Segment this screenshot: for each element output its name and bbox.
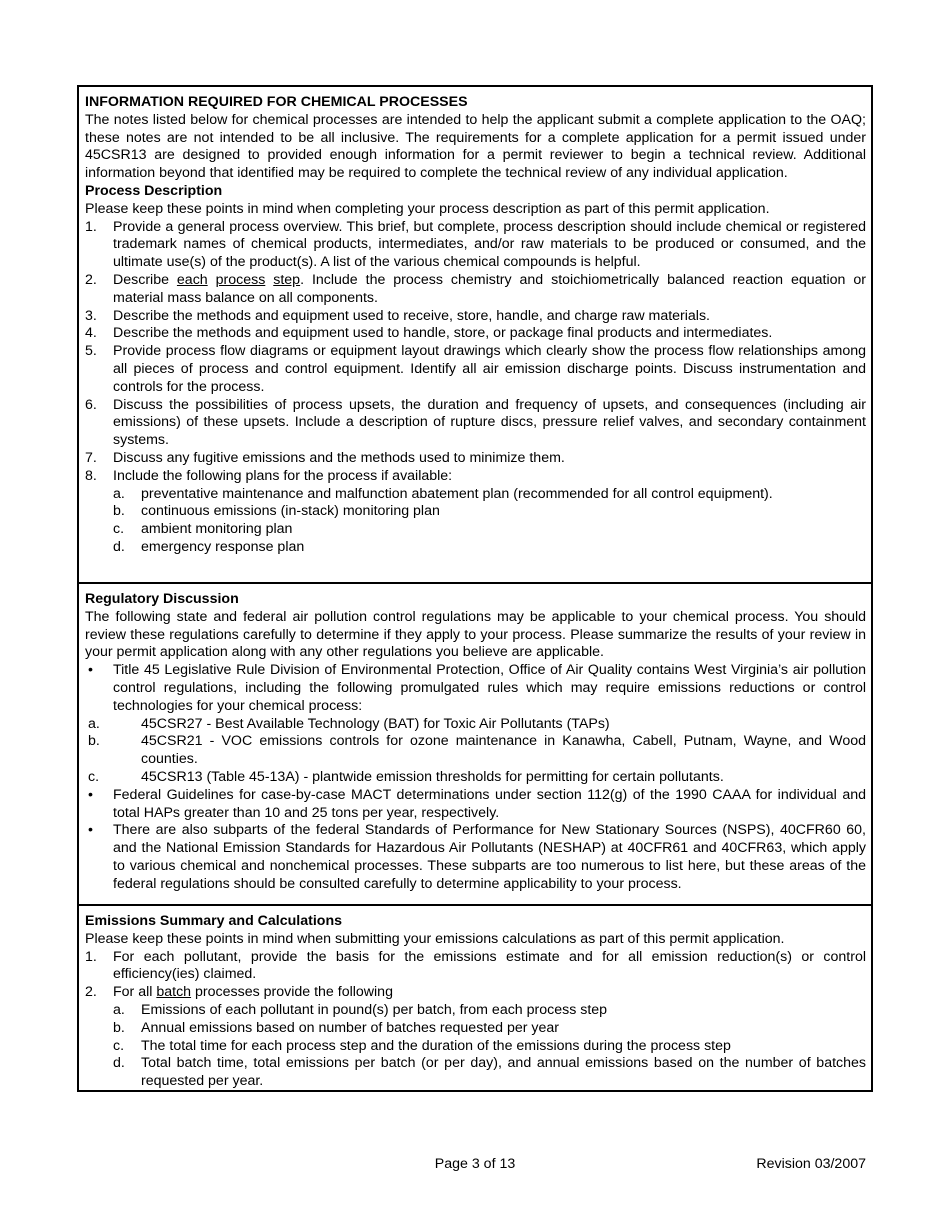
item-number: 2. bbox=[85, 984, 97, 1001]
item-letter: a. bbox=[113, 485, 125, 502]
list-item bbox=[85, 308, 866, 326]
section-heading: Regulatory Discussion bbox=[85, 591, 239, 607]
item-text: Provide a general process overview. This brief, but complete, process description should include chemical or registered trademark names of chemical products, intermediates, and/or raw materials to be produced or consumed, and the ultimate use(s) of the product(s). A list of the various chemical compounds is helpful. bbox=[113, 218, 866, 271]
item-text: Annual emissions based on number of batches requested per year bbox=[141, 1019, 559, 1036]
form-frame bbox=[77, 85, 873, 1092]
item-letter: a. bbox=[113, 1001, 125, 1018]
section-heading: INFORMATION REQUIRED FOR CHEMICAL PROCESSES bbox=[85, 94, 468, 110]
plans-list bbox=[85, 486, 866, 557]
list-item bbox=[85, 733, 866, 769]
item-text: ambient monitoring plan bbox=[141, 521, 293, 538]
list-item bbox=[85, 521, 866, 539]
list-item bbox=[85, 450, 866, 468]
item-text: Emissions of each pollutant in pound(s) per batch, from each process step bbox=[141, 1001, 608, 1018]
underlined-word: batch bbox=[156, 984, 192, 1001]
bullet-mark: • bbox=[88, 662, 93, 679]
list-item bbox=[85, 272, 866, 308]
item-text: 45CSR21 - VOC emissions controls for ozone maintenance in Kanawha, Cabell, Putnam, Wayne, and Wood counties. bbox=[141, 733, 866, 768]
underlined-word: process bbox=[215, 271, 266, 288]
item-text: Discuss the possibilities of process upsets, the duration and frequency of upsets, and consequences (including air emissions) of these upsets. Include a description of rupture discs, pressure relief valves, and secondary containment systems. bbox=[113, 396, 866, 449]
item-text: Federal Guidelines for case-by-case MACT determinations under section 112(g) of the 1990 CAAA for individual and total HAPs greater than 10 and 25 tons per year, respectively. bbox=[113, 786, 866, 821]
item-number: 4. bbox=[85, 325, 97, 342]
section-emissions-summary bbox=[79, 904, 871, 1090]
list-item bbox=[85, 539, 866, 557]
item-number: 2. bbox=[85, 271, 97, 288]
list-item bbox=[85, 486, 866, 504]
page-number: Page 3 of 13 bbox=[434, 1156, 516, 1172]
item-letter: c. bbox=[113, 1037, 125, 1054]
item-text: There are also subparts of the federal Standards of Performance for New Stationary Sources (NSPS), 40CFR60 60, and the National Emission Standards for Hazardous Air Pollutants (NESHAP) at 40CFR61 and 40CFR63, which apply to various chemical and nonchemical processes. These subparts are too numerous to list here, but these areas of the federal regulations should be consulted carefully to determine applicability to your process. bbox=[113, 822, 866, 892]
list-item bbox=[85, 716, 866, 734]
item-text: Describe the methods and equipment used to receive, store, handle, and charge raw materials. bbox=[113, 307, 710, 324]
item-letter: c. bbox=[113, 521, 125, 538]
item-letter: d. bbox=[113, 1055, 125, 1072]
list-item bbox=[85, 503, 866, 521]
item-letter: b. bbox=[88, 733, 100, 750]
item-text-pre: Describe bbox=[113, 271, 177, 288]
item-number: 7. bbox=[85, 449, 97, 466]
bullet-item bbox=[85, 787, 866, 823]
item-number: 5. bbox=[85, 343, 97, 360]
item-number: 3. bbox=[85, 307, 97, 324]
emissions-list bbox=[85, 949, 866, 1091]
item-text: Include the following plans for the process if available: bbox=[113, 467, 453, 484]
process-description-list bbox=[85, 219, 866, 557]
list-item bbox=[85, 984, 866, 1091]
item-number: 8. bbox=[85, 467, 97, 484]
item-text: Discuss any fugitive emissions and the methods used to minimize them. bbox=[113, 449, 565, 466]
item-text: Total batch time, total emissions per batch (or per day), and annual emissions based on the number of batches requested per year. bbox=[141, 1055, 866, 1090]
list-item bbox=[85, 949, 866, 985]
item-text: Title 45 Legislative Rule Division of Environmental Protection, Office of Air Quality contains West Virginia’s air pollution control regulations, including the following promulgated rules which may require emissions reductions or control technologies for your chemical process: bbox=[113, 662, 866, 714]
underlined-word: each bbox=[176, 271, 208, 288]
item-letter: d. bbox=[113, 538, 125, 555]
bullet-mark: • bbox=[88, 822, 93, 839]
item-text: 45CSR27 - Best Available Technology (BAT) for Toxic Air Pollutants (TAPs) bbox=[141, 715, 610, 732]
item-text-post: . Include the process chemistry and stoichiometrically balanced reaction equation or material mass balance on all components. bbox=[113, 271, 866, 306]
section-heading: Emissions Summary and Calculations bbox=[85, 913, 343, 929]
list-item bbox=[85, 1020, 866, 1038]
item-text-post: processes provide the following bbox=[191, 984, 393, 1001]
item-text: Provide process flow diagrams or equipment layout drawings which clearly show the process flow relationships among all pieces of process and control equipment. Identify all air emission discharge points. Discuss instrumentation and controls for the process. bbox=[113, 343, 866, 395]
list-item bbox=[85, 219, 866, 272]
state-rules-list bbox=[85, 716, 866, 787]
regulations-list bbox=[85, 662, 866, 893]
item-text: continuous emissions (in-stack) monitoring plan bbox=[141, 503, 440, 520]
list-item bbox=[85, 1038, 866, 1056]
item-text: For each pollutant, provide the basis for the emissions estimate and for all emission reduction(s) or control efficiency(ies) claimed. bbox=[113, 948, 866, 983]
bullet-item bbox=[85, 822, 866, 893]
intro-paragraph: The notes listed below for chemical processes are intended to help the applicant submit a complete application to the OAQ; these notes are not intended to be all inclusive. The requirements for a complete application for a permit issued under 45CSR13 are designed to provided enough information for a permit reviewer to begin a technical review. Additional information beyond that identified may be required to complete the technical review of any individual application. bbox=[85, 111, 866, 182]
item-text: preventative maintenance and malfunction abatement plan (recommended for all control equipment). bbox=[141, 485, 773, 502]
list-item bbox=[85, 343, 866, 396]
bullet-mark: • bbox=[88, 786, 93, 803]
list-item bbox=[85, 1002, 866, 1020]
bullet-item bbox=[85, 662, 866, 787]
subheading-process-description: Process Description bbox=[85, 182, 223, 199]
item-text: The total time for each process step and the duration of the emissions during the process step bbox=[141, 1037, 731, 1054]
item-number: 1. bbox=[85, 948, 97, 965]
underlined-word: step bbox=[273, 271, 301, 288]
revision-label: Revision 03/2007 bbox=[756, 1156, 866, 1172]
item-number: 6. bbox=[85, 396, 97, 413]
section-chemical-processes bbox=[79, 87, 871, 582]
item-letter: a. bbox=[88, 715, 100, 732]
list-item bbox=[85, 1055, 866, 1091]
item-text: 45CSR13 (Table 45-13A) - plantwide emission thresholds for permitting for certain pollutants. bbox=[141, 768, 724, 785]
intro-paragraph: The following state and federal air pollution control regulations may be applicable to your chemical process. You should review these regulations carefully to determine if they apply to your process. Please summarize the results of your review in your permit application along with any other regulations you believe are applicable. bbox=[85, 608, 866, 661]
list-item bbox=[85, 325, 866, 343]
lead-paragraph: Please keep these points in mind when completing your process description as part of this permit application. bbox=[85, 200, 770, 217]
item-text: emergency response plan bbox=[141, 538, 305, 555]
space bbox=[208, 272, 216, 288]
section-regulatory-discussion bbox=[79, 582, 871, 904]
list-item bbox=[85, 769, 866, 787]
item-letter: c. bbox=[88, 768, 100, 785]
item-number: 1. bbox=[85, 218, 97, 235]
item-text: Describe the methods and equipment used to handle, store, or package final products and intermediates. bbox=[113, 325, 773, 342]
batch-list bbox=[85, 1002, 866, 1091]
lead-paragraph: Please keep these points in mind when submitting your emissions calculations as part of this permit application. bbox=[85, 930, 785, 947]
item-text-pre: For all bbox=[113, 984, 157, 1001]
item-letter: b. bbox=[113, 503, 125, 520]
item-letter: b. bbox=[113, 1019, 125, 1036]
list-item bbox=[85, 397, 866, 450]
list-item bbox=[85, 468, 866, 557]
